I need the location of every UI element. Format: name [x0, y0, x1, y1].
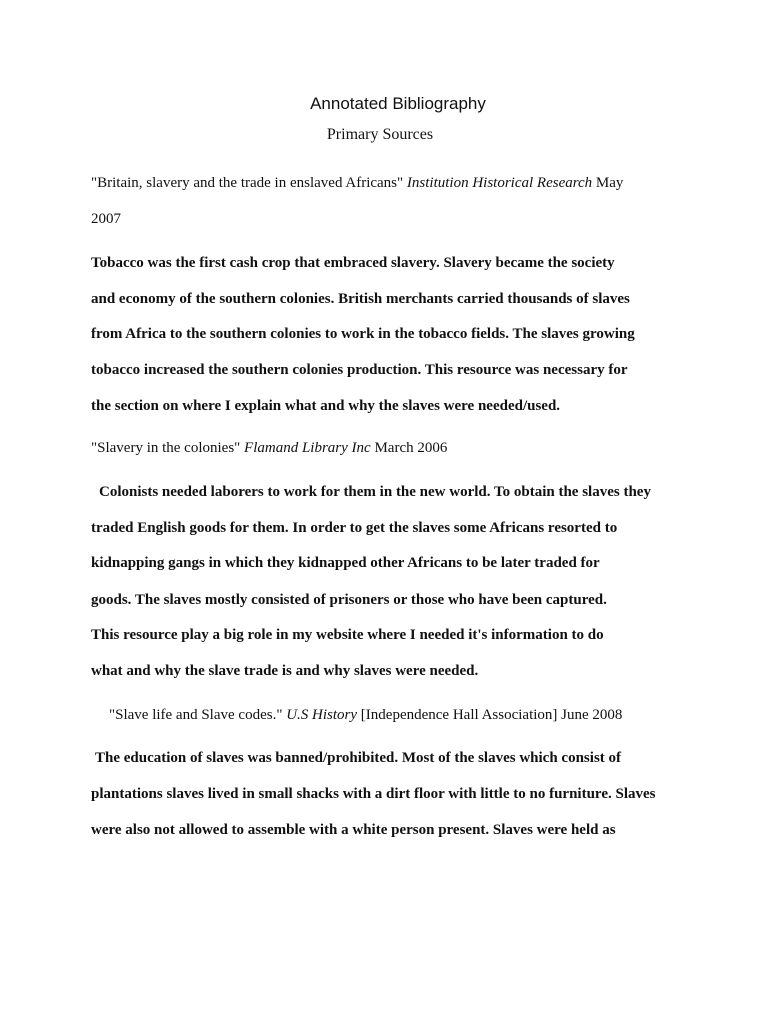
- citation-2-source: Flamand Library Inc: [244, 440, 371, 456]
- annotation-3-line-2: plantations slaves lived in small shacks with a dirt floor with little to no furniture. Slaves: [91, 786, 656, 802]
- citation-1-line2: 2007: [91, 211, 121, 227]
- citation-2-prefix: "Slavery in the colonies": [91, 440, 245, 456]
- citation-3: [109, 706, 622, 724]
- annotation-3-line-1: The education of slaves was banned/prohibited. Most of the slaves which consist of: [95, 750, 622, 766]
- annotation-3-line-3: were also not allowed to assemble with a white person present. Slaves were held as: [91, 822, 616, 838]
- citation-2: [91, 439, 447, 457]
- annotation-1-line-3: from Africa to the southern colonies to work in the tobacco fields. The slaves growing: [91, 326, 635, 342]
- citation-2-suffix: March 2006: [370, 440, 448, 456]
- annotation-2-line-3: kidnapping gangs in which they kidnapped other Africans to be later traded for: [91, 555, 600, 571]
- annotation-1-line-1: Tobacco was the first cash crop that embraced slavery. Slavery became the society: [91, 255, 615, 271]
- annotation-1-line-4: tobacco increased the southern colonies production. This resource was necessary for: [91, 362, 628, 378]
- page-subtitle: Primary Sources: [326, 126, 434, 143]
- citation-3-source: U.S History: [286, 707, 358, 723]
- annotation-1-line-5: the section on where I explain what and why the slaves were needed/used.: [91, 398, 561, 414]
- citation-1-prefix: "Britain, slavery and the trade in enslaved Africans": [91, 175, 407, 191]
- annotation-2-line-4: goods. The slaves mostly consisted of prisoners or those who have been captured.: [91, 592, 607, 608]
- citation-1-suffix: May: [592, 175, 624, 191]
- citation-3-prefix: "Slave life and Slave codes.": [109, 707, 287, 723]
- annotation-2-line-5: This resource play a big role in my website where I needed it's information to do: [91, 627, 604, 643]
- annotation-2-line-2: traded English goods for them. In order to get the slaves some Africans resorted to: [91, 520, 618, 536]
- annotation-1-line-2: and economy of the southern colonies. British merchants carried thousands of slaves: [91, 291, 630, 307]
- page-title: Annotated Bibliography: [310, 94, 486, 113]
- citation-1-source: Institution Historical Research: [406, 175, 593, 191]
- annotation-2-line-6: what and why the slave trade is and why slaves were needed.: [91, 663, 479, 679]
- citation-3-suffix: [Independence Hall Association] June 2008: [357, 707, 623, 723]
- annotation-2-line-1: Colonists needed laborers to work for them in the new world. To obtain the slaves they: [99, 484, 651, 500]
- citation-1: [91, 174, 623, 192]
